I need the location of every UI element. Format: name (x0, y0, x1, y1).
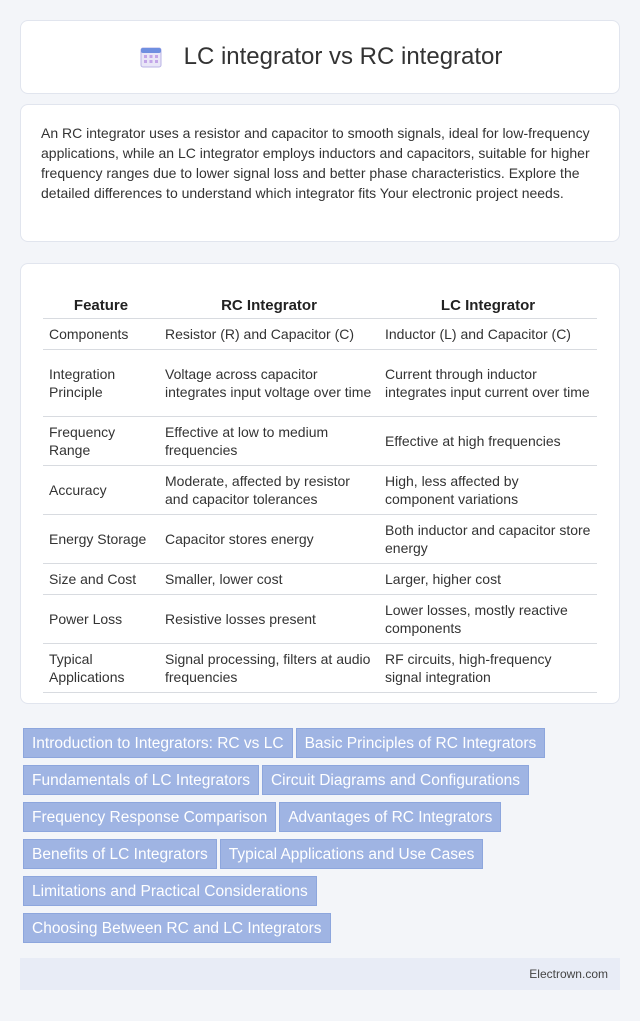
tag-advantages-rc[interactable]: Advantages of RC Integrators (279, 802, 501, 832)
footer-site[interactable]: Electrown.com (529, 967, 608, 981)
column-header-lc: LC Integrator (379, 284, 597, 319)
table-row (43, 350, 597, 417)
tag-benefits-lc[interactable]: Benefits of LC Integrators (23, 839, 217, 869)
column-header-rc: RC Integrator (159, 284, 379, 319)
table-row (43, 319, 597, 350)
table-row (43, 417, 597, 466)
tag-limitations[interactable]: Limitations and Practical Considerations (23, 876, 317, 906)
table-cell: Power Loss (43, 595, 159, 644)
table-row (43, 515, 597, 564)
table-cell: Moderate, affected by resistor and capacitor tolerances (159, 466, 379, 515)
table-cell: Inductor (L) and Capacitor (C) (379, 319, 597, 350)
footer (20, 958, 620, 990)
intro-text: An RC integrator uses a resistor and capacitor to smooth signals, ideal for low-frequency applications, while an LC integrator employs inductors and capacitors, suitable for higher frequency ranges due to lower signal loss and better phase characteristics. Explore the detailed differences to understand which integrator fits Your electronic project needs. (41, 125, 590, 201)
page-title: LC integrator vs RC integrator (183, 43, 503, 70)
table-cell: Resistor (R) and Capacitor (C) (159, 319, 379, 350)
tag-applications[interactable]: Typical Applications and Use Cases (220, 839, 484, 869)
intro-card (20, 104, 620, 242)
table-row (43, 564, 597, 595)
table-row (43, 595, 597, 644)
table-cell: Accuracy (43, 466, 159, 515)
table-cell: Size and Cost (43, 564, 159, 595)
tag-choosing[interactable]: Choosing Between RC and LC Integrators (23, 913, 331, 943)
table-cell: Both inductor and capacitor store energy (379, 515, 597, 564)
table-cell: Lower losses, mostly reactive components (379, 595, 597, 644)
table-cell: Resistive losses present (159, 595, 379, 644)
topic-tags (23, 728, 620, 950)
table-cell: Integration Principle (43, 350, 159, 417)
table-cell: Smaller, lower cost (159, 564, 379, 595)
tag-frequency-response[interactable]: Frequency Response Comparison (23, 802, 276, 832)
table-cell: Energy Storage (43, 515, 159, 564)
table-cell: RF circuits, high-frequency signal integration (379, 644, 597, 693)
table-cell: Signal processing, filters at audio frequencies (159, 644, 379, 693)
table-cell: High, less affected by component variations (379, 466, 597, 515)
tag-introduction[interactable]: Introduction to Integrators: RC vs LC (23, 728, 293, 758)
table-cell: Effective at low to medium frequencies (159, 417, 379, 466)
header-card (20, 20, 620, 94)
table-row (43, 644, 597, 693)
table-cell: Capacitor stores energy (159, 515, 379, 564)
table-cell: Components (43, 319, 159, 350)
comparison-table-card (20, 263, 620, 704)
tag-circuit-diagrams[interactable]: Circuit Diagrams and Configurations (262, 765, 529, 795)
tag-basic-principles-rc[interactable]: Basic Principles of RC Integrators (296, 728, 546, 758)
comparison-table (43, 284, 597, 693)
table-cell: Voltage across capacitor integrates input voltage over time (159, 350, 379, 417)
tag-fundamentals-lc[interactable]: Fundamentals of LC Integrators (23, 765, 259, 795)
column-header-feature: Feature (43, 284, 159, 319)
calendar-icon (138, 44, 164, 70)
table-header-row (43, 284, 597, 319)
table-row (43, 466, 597, 515)
table-cell: Frequency Range (43, 417, 159, 466)
table-cell: Current through inductor integrates input current over time (379, 350, 597, 417)
table-cell: Typical Applications (43, 644, 159, 693)
table-cell: Larger, higher cost (379, 564, 597, 595)
table-cell: Effective at high frequencies (379, 417, 597, 466)
